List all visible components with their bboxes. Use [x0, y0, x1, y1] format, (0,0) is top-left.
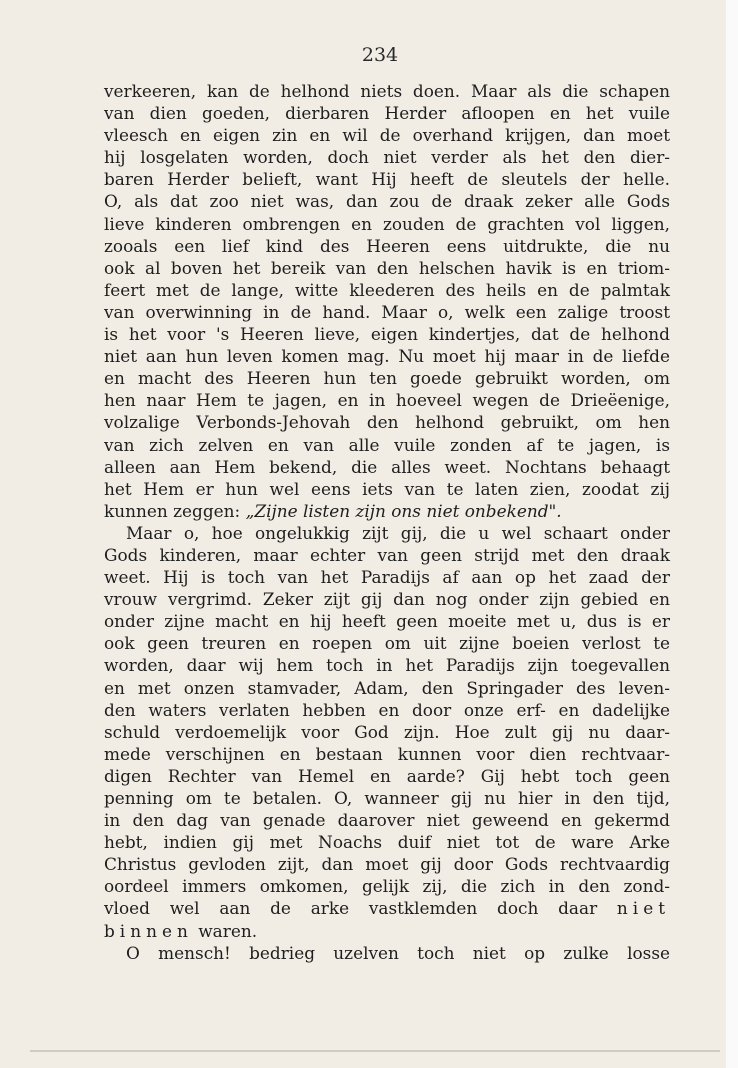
text-line: hij losgelaten worden, doch niet verder als het den dier- [104, 147, 670, 168]
text-line: vleesch en eigen zin en wil de overhand krijgen, dan moet [104, 125, 670, 146]
text-line: Gods kinderen, maar echter van geen strijd met den draak [104, 544, 670, 565]
text-line: van dien goeden, dierbaren Herder afloopen en het vuile [104, 103, 670, 124]
text-line: hen naar Hem te jagen, en in hoeveel wegen de Drieëenige, [104, 390, 670, 411]
text-line: het Hem er hun wel eens iets van te laten zien, zoodat zij [104, 478, 670, 499]
text-tail: waren. [192, 920, 258, 941]
text-line: en met onzen stamvader, Adam, den Springader des leven- [104, 677, 670, 698]
text-line: oordeel immers omkomen, gelijk zij, die zich in den zond- [104, 876, 670, 897]
text-line: zooals een lief kind des Heeren eens uitdrukte, die nu [104, 235, 670, 256]
text-line: is het voor 's Heeren lieve, eigen kindertjes, dat de helhond [104, 324, 670, 345]
page-margin-edge [726, 0, 738, 1068]
text-line: ook al boven het bereik van den helschen havik is en triom- [104, 257, 670, 278]
text-line: penning om te betalen. O, wanneer gij nu hier in den tijd, [104, 788, 670, 808]
spaced-word: niet [616, 898, 670, 919]
page-number: 234 [361, 44, 399, 66]
text-line [104, 500, 670, 522]
text-line: vrouw vergrimd. Zeker zijt gij dan nog onder zijn gebied en [104, 589, 670, 610]
text-line: weet. Hij is toch van het Paradijs af aan op het zaad der [104, 567, 670, 588]
text-line: alleen aan Hem bekend, die alles weet. Nochtans behaagt [104, 456, 670, 477]
text-line: digen Rechter van Hemel en aarde? Gij hebt toch geen [104, 765, 670, 786]
text-line: van zich zelven en van alle vuile zonden af te jagen, is [104, 434, 670, 455]
text-line: hebt, indien gij met Noachs duif niet tot de ware Arke [104, 832, 670, 853]
page-bottom-shadow [30, 1050, 720, 1052]
text-line: feert met de lange, witte kleederen des heils en de palmtak [104, 279, 670, 300]
text-line: onder zijne macht en hij heeft geen moeite met u, dus is er [104, 611, 670, 632]
text-line: baren Herder belieft, want Hij heeft de sleutels der helle. [104, 169, 670, 190]
text-line: mede verschijnen en bestaan kunnen voor dien rechtvaar- [104, 743, 670, 764]
text-line: schuld verdoemelijk voor God zijn. Hoe zult gij nu daar- [104, 721, 670, 742]
text-line: Christus gevloden zijt, dan moet gij door Gods rechtvaardig [104, 854, 670, 875]
text-line [104, 897, 670, 919]
text-line: en macht des Heeren hun ten goede gebruikt worden, om [104, 368, 670, 389]
text-lead: kunnen zeggen: [104, 500, 246, 521]
text-line: van overwinning in de hand. Maar o, welk een zalige troost [104, 301, 670, 322]
spaced-word: binnen [104, 920, 193, 941]
text-line [104, 920, 670, 942]
text-line: worden, daar wij hem toch in het Paradijs zijn toegevallen [104, 655, 670, 676]
text-line: in den dag van genade daarover niet geweend en gekermd [104, 810, 670, 831]
quotation: „Zijne listen zijn ons niet onbekend". [245, 500, 562, 521]
text-line: Maar o, hoe ongelukkig zijt gij, die u wel schaart onder [126, 522, 670, 543]
text-line: ook geen treuren en roepen om uit zijne boeien verlost te [104, 633, 670, 654]
text-line: lieve kinderen ombrengen en zouden de grachten vol liggen, [104, 213, 670, 234]
text-line: O, als dat zoo niet was, dan zou de draak zeker alle Gods [104, 191, 670, 212]
text-line: verkeeren, kan de helhond niets doen. Maar als die schapen [104, 81, 670, 101]
body-text [104, 80, 670, 964]
text-lead: vloed wel aan de arke vastklemden doch daar [104, 898, 617, 919]
text-line: den waters verlaten hebben en door onze erf- en dadelijke [104, 699, 670, 720]
text-line: O mensch! bedrieg uzelven toch niet op zulke losse [126, 942, 670, 963]
text-line: volzalige Verbonds-Jehovah den helhond gebruikt, om hen [104, 412, 670, 433]
text-line: niet aan hun leven komen mag. Nu moet hij maar in de liefde [104, 346, 670, 367]
